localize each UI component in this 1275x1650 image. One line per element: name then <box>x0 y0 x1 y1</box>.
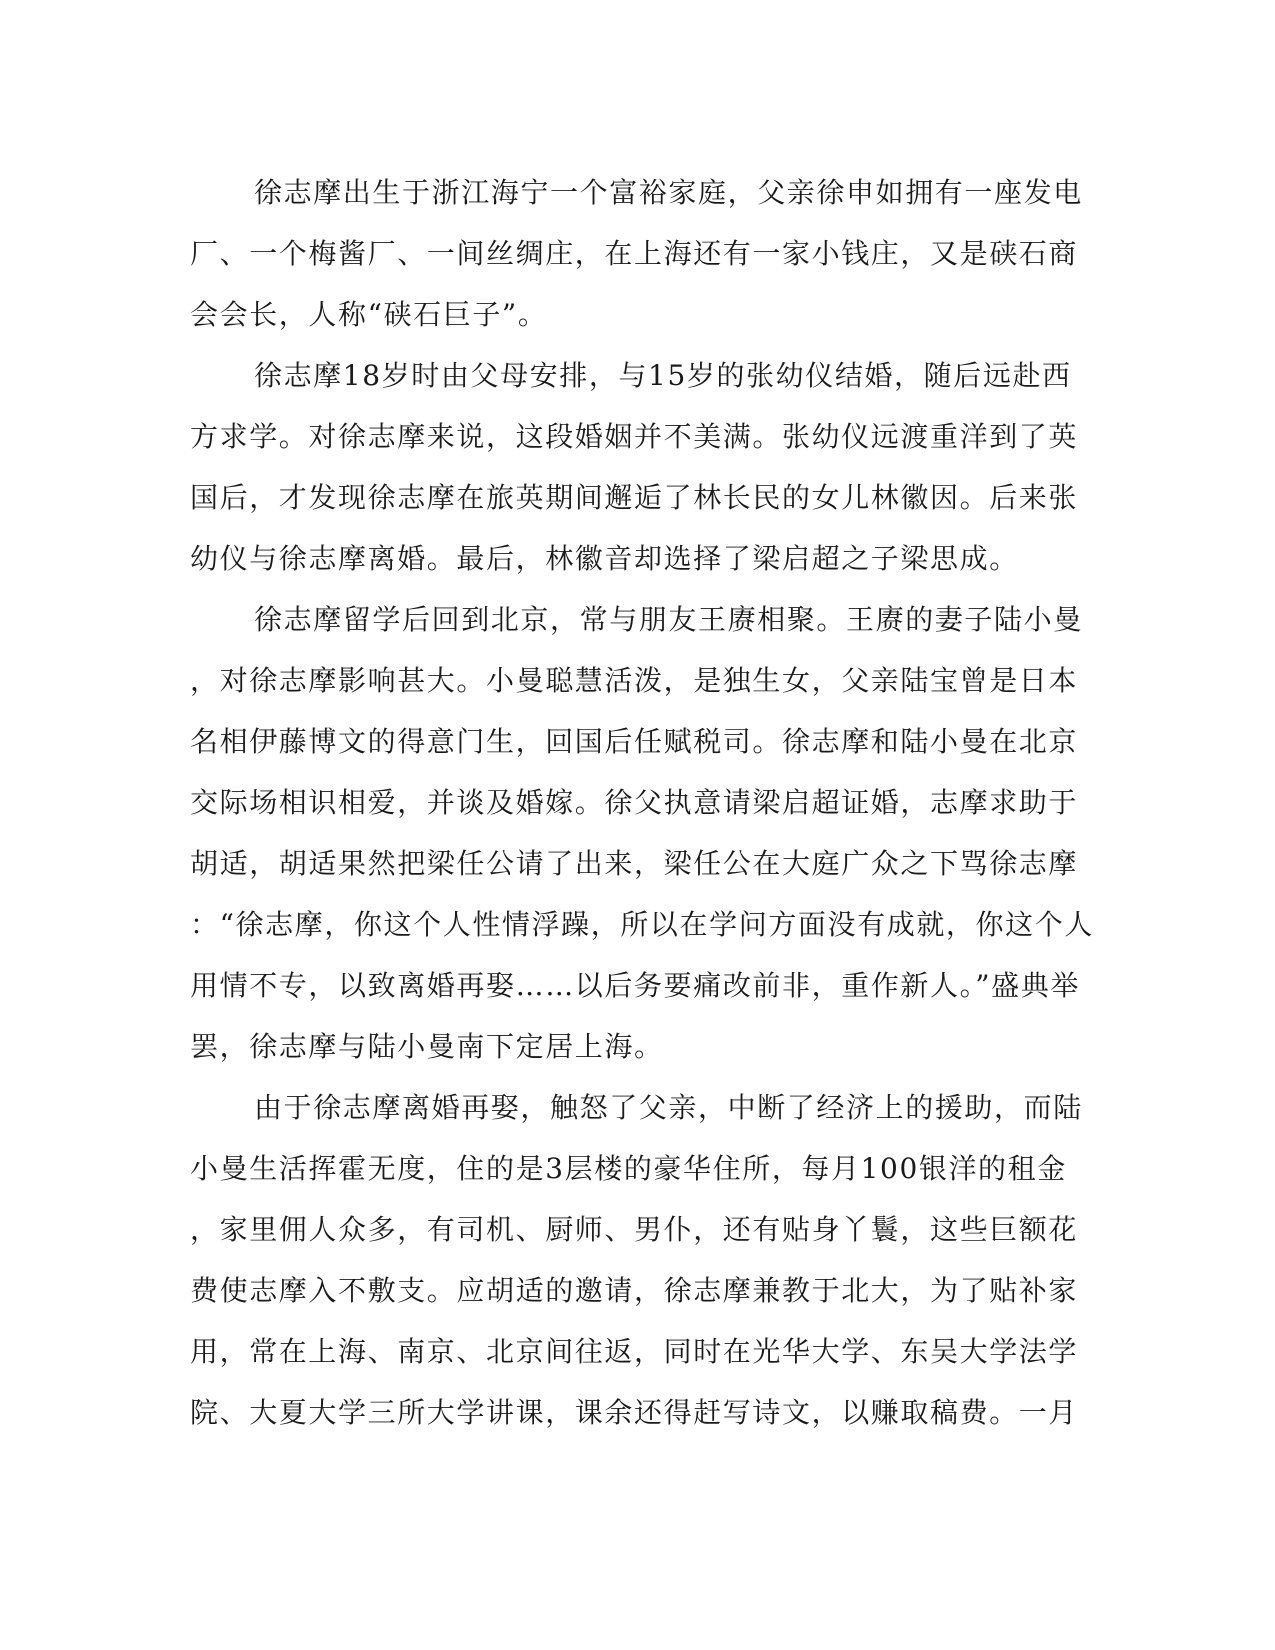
paragraph <box>190 1077 1090 1443</box>
paragraph <box>190 345 1090 589</box>
text-line: 厂、一个梅酱厂、一间丝绸庄，在上海还有一家小钱庄，又是硖石商 <box>190 237 1079 270</box>
text-line: 会会长，人称“硖石巨子”。 <box>190 298 548 331</box>
text-line: 国后，才发现徐志摩在旅英期间邂逅了林长民的女儿林徽因。后来张 <box>190 481 1079 514</box>
document-body <box>190 162 1094 1443</box>
text-line: 用情不专，以致离婚再娶……以后务要痛改前非，重作新人。”盛典举 <box>190 969 1080 1002</box>
text-line: 方求学。对徐志摩来说，这段婚姻并不美满。张幼仪远渡重洋到了英 <box>190 420 1079 453</box>
text-line: 胡适，胡适果然把梁任公请了出来，梁任公在大庭广众之下骂徐志摩 <box>190 847 1079 880</box>
paragraph <box>190 589 1094 1077</box>
text-line: 由于徐志摩离婚再娶，触怒了父亲，中断了经济上的援助，而陆 <box>254 1091 1083 1124</box>
text-line: 用，常在上海、南京、北京间往返，同时在光华大学、东吴大学法学 <box>190 1335 1079 1368</box>
text-line: 幼仪与徐志摩离婚。最后，林徽音却选择了梁启超之子梁思成。 <box>190 542 1019 575</box>
text-line: 徐志摩18岁时由父母安排，与15岁的张幼仪结婚，随后远赴西 <box>254 359 1072 392</box>
text-line: ，对徐志摩影响甚大。小曼聪慧活泼，是独生女，父亲陆宝曾是日本 <box>190 664 1079 697</box>
text-line: ：“徐志摩，你这个人性情浮躁，所以在学问方面没有成就，你这个人 <box>190 908 1094 941</box>
text-line: 交际场相识相爱，并谈及婚嫁。徐父执意请梁启超证婚，志摩求助于 <box>190 786 1079 819</box>
text-line: 罢，徐志摩与陆小曼南下定居上海。 <box>190 1030 664 1063</box>
text-line: 徐志摩出生于浙江海宁一个富裕家庭，父亲徐申如拥有一座发电 <box>254 176 1083 209</box>
text-line: ，家里佣人众多，有司机、厨师、男仆，还有贴身丫鬟，这些巨额花 <box>190 1213 1079 1246</box>
text-line: 徐志摩留学后回到北京，常与朋友王赓相聚。王赓的妻子陆小曼 <box>254 603 1083 636</box>
paragraph <box>190 162 1090 345</box>
text-line: 费使志摩入不敷支。应胡适的邀请，徐志摩兼教于北大，为了贴补家 <box>190 1274 1079 1307</box>
text-line: 名相伊藤博文的得意门生，回国后任赋税司。徐志摩和陆小曼在北京 <box>190 725 1079 758</box>
text-line: 院、大夏大学三所大学讲课，课余还得赶写诗文，以赚取稿费。一月 <box>190 1396 1079 1429</box>
text-line: 小曼生活挥霍无度，住的是3层楼的豪华住所，每月100银洋的租金 <box>190 1152 1067 1185</box>
